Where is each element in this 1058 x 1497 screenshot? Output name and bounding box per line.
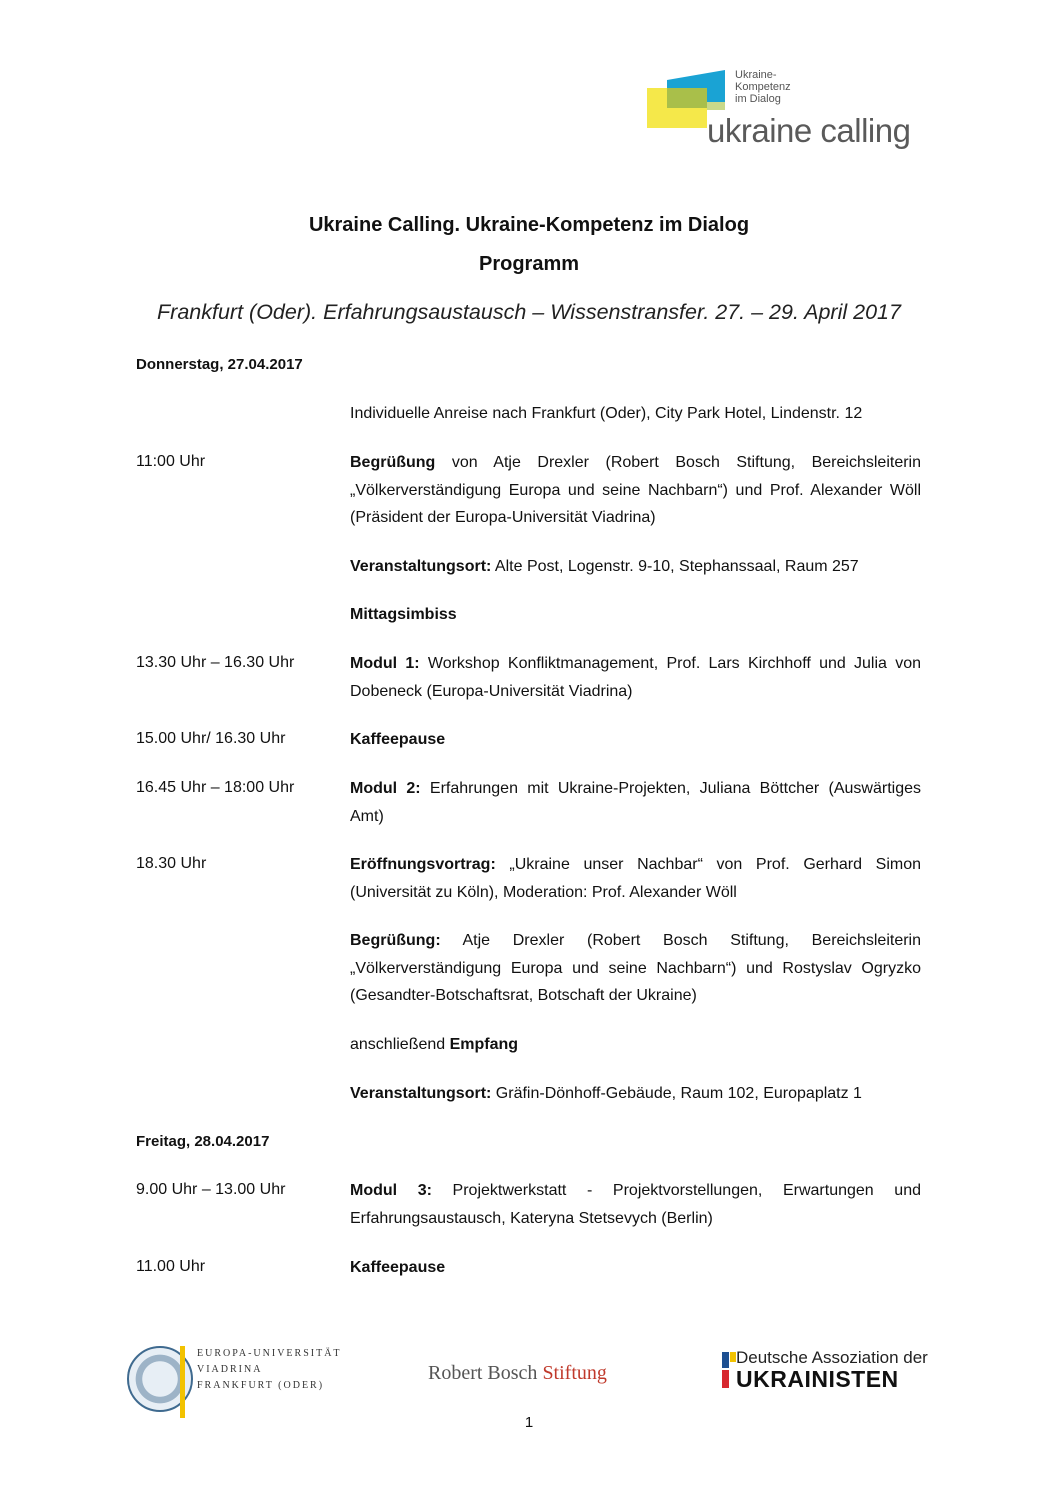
welcome-entry-2: [350, 927, 921, 1010]
reception-entry: [350, 1031, 921, 1059]
module1-entry: [350, 650, 921, 705]
viadrina-divider: [180, 1346, 185, 1418]
time-1100-friday: 11.00 Uhr: [136, 1258, 206, 1275]
welcome-label-2: Begrüßung:: [350, 932, 441, 949]
welcome-label: Begrüßung: [350, 454, 436, 471]
venue-entry-2: [350, 1080, 921, 1108]
lunch-label: Mittagsimbiss: [350, 606, 457, 623]
welcome-text: von Atje Drexler (Robert Bosch Stiftung, Bereichsleiterin „Völkerverständigung Europa und seine Nachbarn“) und Prof. Alexander Wöll (Präsident der Europa-Universität Viadrina): [350, 454, 921, 526]
opening-lecture-label: Eröffnungsvortrag:: [350, 856, 496, 873]
logo-small-text-1: Ukraine-: [735, 69, 777, 81]
time-1830: 18.30 Uhr: [136, 855, 207, 872]
viadrina-logo: [125, 1344, 345, 1420]
document-title: Ukraine Calling. Ukraine-Kompetenz im Dialog: [308, 214, 750, 236]
module2-entry: [350, 775, 921, 830]
arrival-text: Individuelle Anreise nach Frankfurt (Oder), City Park Hotel, Lindenstr. 12: [350, 405, 863, 422]
module1-text: Workshop Konfliktmanagement, Prof. Lars Kirchhoff und Julia von Dobeneck (Europa-Universität Viadrina): [350, 655, 922, 700]
venue-entry-1: [350, 553, 921, 581]
ukraine-calling-logo: [645, 62, 955, 162]
logo-wordmark: ukraine calling: [707, 112, 911, 149]
viadrina-text-3: FRANKFURT (ODER): [197, 1380, 325, 1391]
time-1500: 15.00 Uhr/ 16.30 Uhr: [136, 730, 286, 747]
module2-label: Modul 2:: [350, 780, 421, 797]
venue-text-1: Alte Post, Logenstr. 9-10, Stephanssaal, Raum 257: [491, 558, 859, 575]
program-heading: Programm: [478, 253, 580, 275]
welcome-text-2: Atje Drexler (Robert Bosch Stiftung, Bereichsleiterin „Völkerverständigung Europa und seine Nachbarn“) und Rostyslav Ogryzko (Gesandter-Botschaftsrat, Botschaft der Ukraine): [350, 932, 921, 1004]
time-1100: 11:00 Uhr: [136, 453, 206, 470]
ukrainisten-line-1: Deutsche Assoziation der: [736, 1348, 928, 1367]
welcome-entry: [350, 449, 921, 532]
module3-label: Modul 3:: [350, 1182, 432, 1199]
time-1330: 13.30 Uhr – 16.30 Uhr: [136, 654, 295, 671]
module3-text: Projektwerkstatt - Projektvorstellungen, Erwartungen und Erfahrungsaustausch, Kateryna Stetsevych (Berlin): [350, 1182, 921, 1227]
bosch-stiftung-logo: [428, 1362, 607, 1385]
coffee-entry-1: [350, 726, 921, 754]
ukrainisten-line-2: UKRAINISTEN: [736, 1366, 899, 1392]
page-number: 1: [524, 1414, 534, 1431]
time-0900: 9.00 Uhr – 13.00 Uhr: [136, 1181, 286, 1198]
day-heading-friday: Freitag, 28.04.2017: [136, 1133, 270, 1150]
time-1645: 16.45 Uhr – 18:00 Uhr: [136, 779, 295, 796]
viadrina-text-2: VIADRINA: [197, 1364, 263, 1375]
reception-label: Empfang: [449, 1036, 519, 1053]
stiftung-text: Stiftung: [542, 1362, 607, 1384]
venue-text-2: Gräfin-Dönhoff-Gebäude, Raum 102, Europaplatz 1: [491, 1085, 862, 1102]
venue-label-2: Veranstaltungsort:: [350, 1085, 492, 1102]
ukrainisten-mark-red: [722, 1370, 729, 1388]
module2-text: Erfahrungen mit Ukraine-Projekten, Juliana Böttcher (Auswärtiges Amt): [350, 780, 921, 825]
reception-prefix: anschließend: [350, 1036, 450, 1053]
lunch-entry: [350, 601, 921, 629]
module1-label: Modul 1:: [350, 655, 420, 672]
logo-small-text-2: Kompetenz: [735, 81, 791, 93]
viadrina-text-1: EUROPA-UNIVERSITÄT: [197, 1348, 342, 1359]
coffee-label-1: Kaffeepause: [350, 731, 446, 748]
venue-label-1: Veranstaltungsort:: [350, 558, 492, 575]
opening-lecture-entry: [350, 851, 921, 906]
ukrainisten-mark-blue: [722, 1352, 729, 1368]
coffee-label-2: Kaffeepause: [350, 1259, 446, 1276]
day-heading-thursday: Donnerstag, 27.04.2017: [136, 356, 303, 373]
coffee-entry-2: [350, 1254, 921, 1282]
module3-entry: [350, 1177, 921, 1232]
opening-lecture-text: „Ukraine unser Nachbar“ von Prof. Gerhard Simon (Universität zu Köln), Moderation: Prof. Alexander Wöll: [350, 856, 921, 901]
ukrainisten-logo: [722, 1348, 937, 1393]
event-tagline: Frankfurt (Oder). Erfahrungsaustausch – Wissenstransfer. 27. – 29. April 2017: [157, 300, 901, 324]
bosch-text: Robert Bosch: [428, 1362, 543, 1384]
logo-small-text-3: im Dialog: [735, 93, 781, 105]
